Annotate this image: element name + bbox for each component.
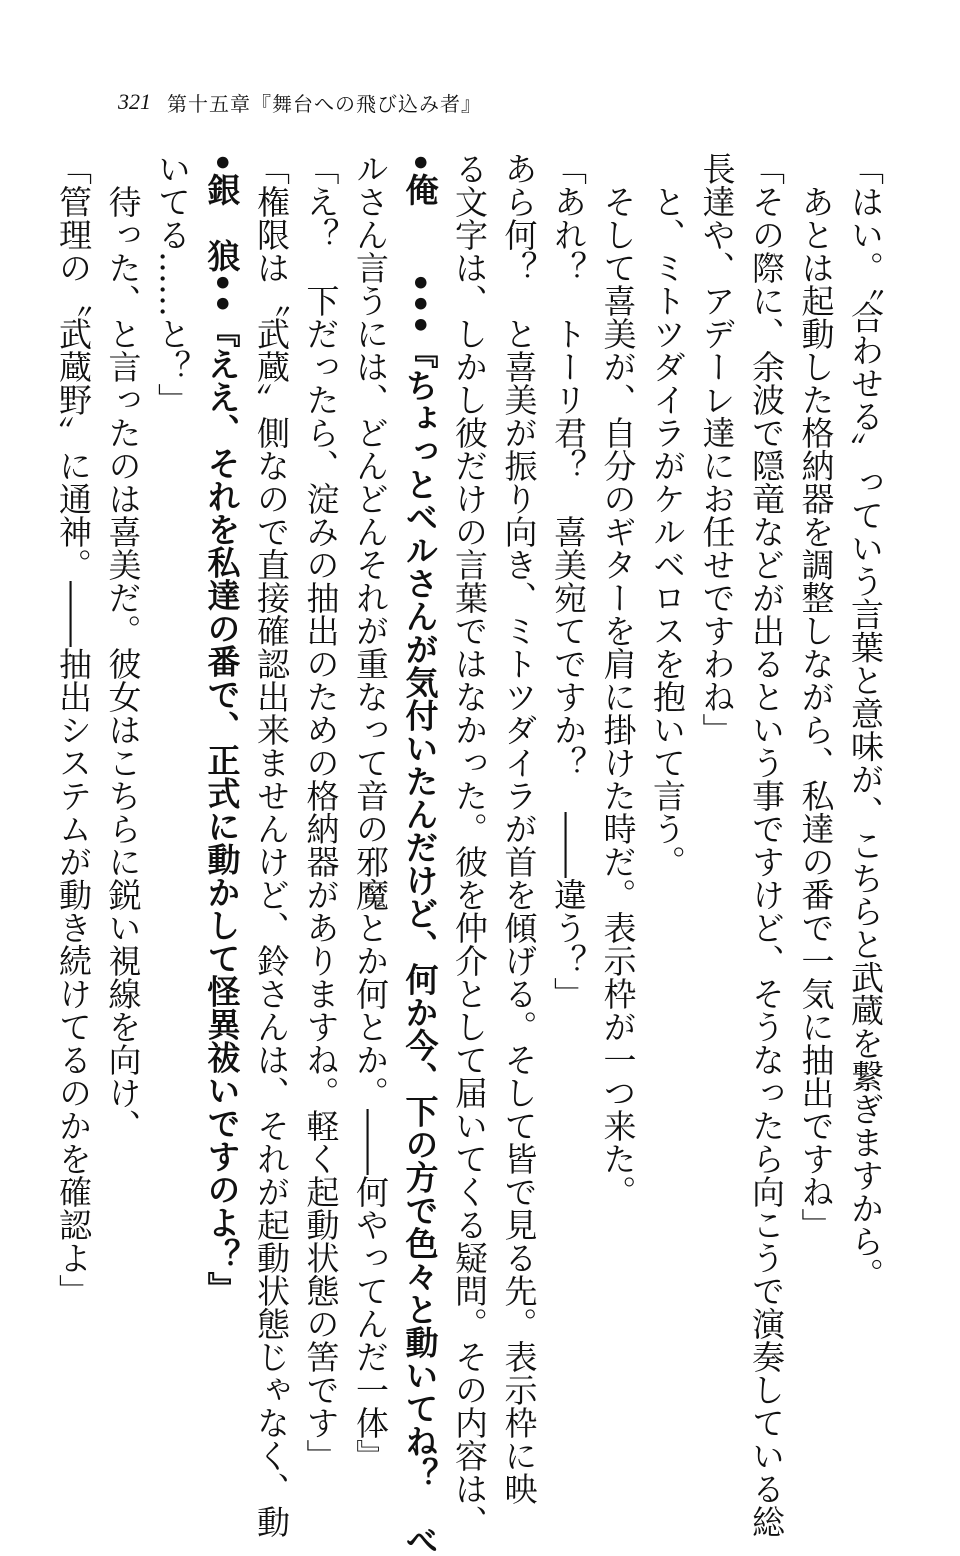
text-line-12: 「え？ 下だったら、淀みの抽出のための格納器がありますね。軽く起動状態の筈です」 <box>301 152 341 1472</box>
text-line-3: 「その際に、余波で隠竜などが出るという事ですけど、そうなったら向こうで演奏している総 <box>747 152 786 1538</box>
text-line-5: と、ミトツダイラがケルベロスを抱いて言う。 <box>648 185 687 878</box>
text-line-4: 長達や、アデーレ達にお任せですわね」 <box>697 152 737 746</box>
chapter-title: 第十五章『舞台への飛び込み者』 <box>167 91 482 116</box>
page-number: 321 <box>118 89 151 114</box>
text-line-17: 「管理の〝武蔵野〟に通神。――抽出システムが動き続けてるのかを確認よ」 <box>54 152 93 1307</box>
running-head <box>118 86 482 118</box>
text-line-1: 「はい。〝合わせる〟っていう言葉と意味が、こちらと武蔵を繋ぎますから。 <box>846 152 885 1291</box>
text-line-10: •俺 •••『ちょっとベルさんが気付いたんだけど、何か今、下の方で色々と動いてね？ べ <box>400 152 440 1556</box>
text-line-6: そして喜美が、自分のギターを肩に掛けた時だ。表示枠が一つ来た。 <box>598 185 638 1208</box>
text-line-14: •銀 狼••『ええ、それを私達の番で、正式に動かして怪異祓いですのよ？』 <box>202 152 242 1305</box>
text-line-13: 「権限は〝武蔵〟側なので直接確認出来ませんけど、鈴さんは、それが起動状態じゃなく、動 <box>252 152 291 1538</box>
text-line-11: ルさん言うには、どんどんそれが重なって音の邪魔とか何とか。――何やってんだ一体』 <box>351 152 390 1472</box>
text-line-2: あとは起動した格納器を調整しながら、私達の番で一気に抽出ですね」 <box>796 185 836 1241</box>
text-line-15: いてる……と？」 <box>153 152 192 416</box>
vertical-body-text <box>54 152 890 1556</box>
text-line-16: 待った、と言ったのは喜美だ。彼女はこちらに鋭い視線を向け、 <box>103 185 143 1142</box>
text-line-9: る文字は、しかし彼だけの言葉ではなかった。彼を仲介として届いてくる疑問。その内容は、 <box>450 152 489 1538</box>
text-line-7: 「あれ？ トーリ君？ 喜美宛てですか？ ――違う？」 <box>549 152 588 1010</box>
text-line-8: あら何？ と喜美が振り向き、ミトツダイラが首を傾げる。そして皆で見る先。表示枠に映 <box>499 152 539 1505</box>
